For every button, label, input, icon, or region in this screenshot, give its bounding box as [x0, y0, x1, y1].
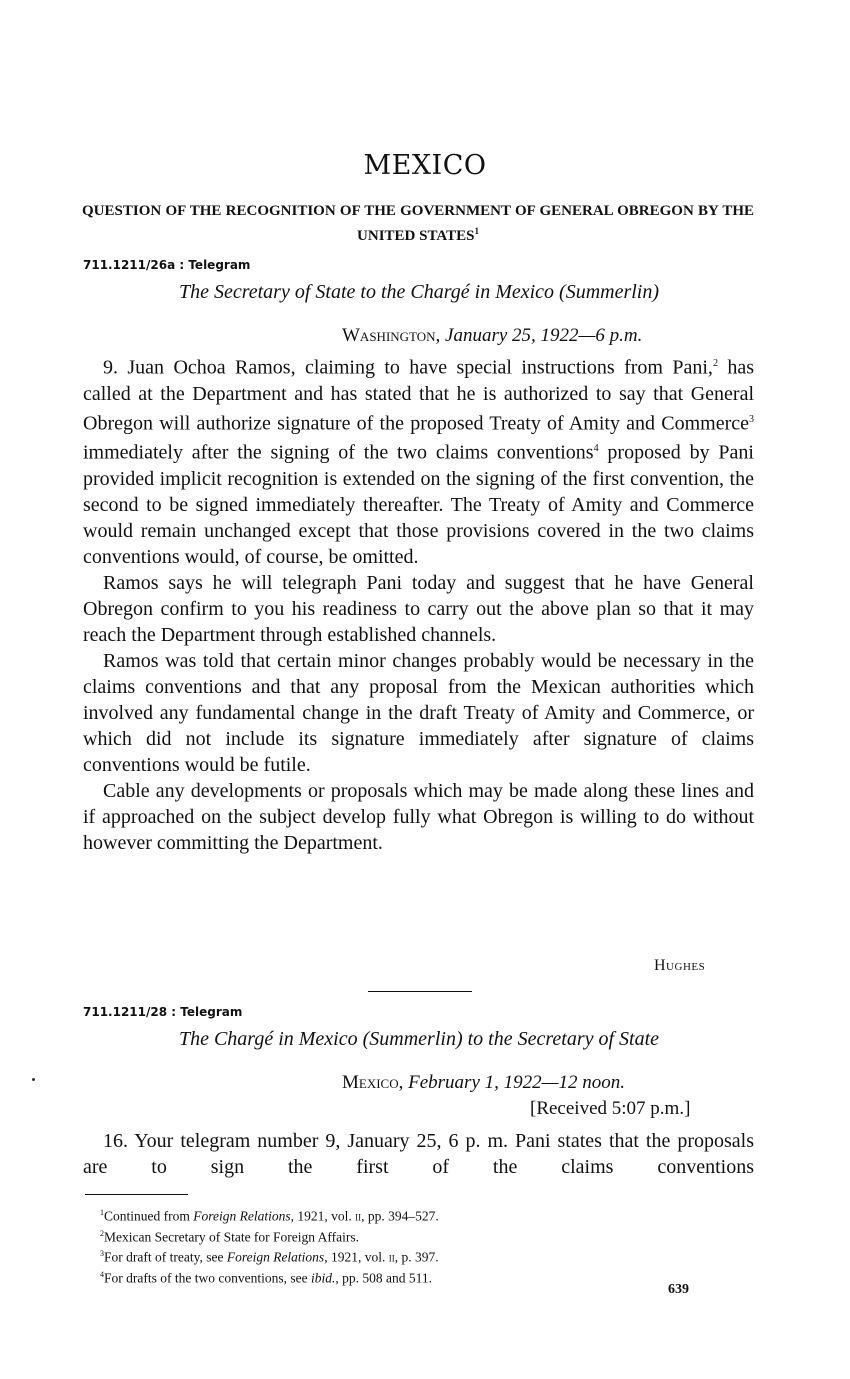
- footnote-text: , pp. 394–527.: [361, 1208, 439, 1224]
- title-text: The Secretary of State to the Chargé in Mexico (: [178, 281, 566, 303]
- title-text-end: ): [652, 281, 660, 303]
- paragraph: Cable any developments or proposals which may be made along these lines and if approached on the subject develop fully what Obregon is willing to do without however committing the Department.: [83, 779, 754, 854]
- footnote-text: , 1921, vol.: [290, 1208, 356, 1224]
- footnotes: [100, 1204, 720, 1286]
- footnote-number: 3: [100, 1249, 104, 1258]
- footnote-number: 1: [100, 1208, 104, 1217]
- dateline-place: Mexico,: [342, 1072, 404, 1093]
- telegram-body: [83, 351, 754, 856]
- file-number: 711.1211/26a : Telegram: [83, 258, 251, 272]
- received-time: [Received 5:07 p.m.]: [530, 1098, 691, 1119]
- paragraph-text: has called at the Department and has stated that he is authorized to say that General Obregon will authorize signature of the proposed Treaty of Amity and Commerce: [83, 356, 754, 435]
- footnote: [100, 1204, 720, 1225]
- file-number: 711.1211/28 : Telegram: [83, 1005, 243, 1019]
- dateline: [342, 1072, 625, 1094]
- footnote-text: For draft of treaty, see: [104, 1249, 227, 1265]
- footnote-text: , p. 397.: [394, 1249, 439, 1265]
- footnote-ref: 3: [749, 413, 754, 425]
- subheading-text: QUESTION OF THE RECOGNITION OF THE GOVERNMENT OF GENERAL OBREGON BY THE UNITED STATES: [82, 203, 754, 244]
- section-divider: [368, 991, 472, 992]
- dateline-place: Washington,: [342, 325, 441, 346]
- document-title: [83, 281, 755, 304]
- title-text: The Chargé in Mexico (: [178, 1028, 370, 1050]
- page-number: 639: [668, 1282, 689, 1297]
- paragraph: 16. Your telegram number 9, January 25, 6 p. m. Pani states that the proposals are to sign the first of the claims conventions: [83, 1130, 754, 1178]
- footnote-text: For drafts of the two conventions, see: [104, 1270, 311, 1285]
- footnote: [100, 1266, 720, 1287]
- signature: Hughes: [654, 957, 706, 974]
- footnote-text: Continued from: [104, 1208, 194, 1224]
- title-name: Summerlin: [369, 1028, 456, 1050]
- footnote-roman: ii: [355, 1208, 362, 1224]
- footnote-italic: ibid.: [310, 1270, 336, 1285]
- footnote-text: , 1921, vol.: [324, 1249, 389, 1265]
- paragraph: Ramos says he will telegraph Pani today and suggest that he have General Obregon confirm to you his readiness to carry out the above plan so that it may reach the Department through established channels.: [83, 571, 754, 646]
- paragraph-text: immediately after the signing of the two claims conventions: [83, 441, 594, 464]
- margin-mark: [32, 1078, 35, 1081]
- footnote-divider: [85, 1194, 188, 1195]
- paragraph-text: proposed by Pani provided implicit recognition is extended on the signing of the first convention, the second to be signed immediately thereafter. The Treaty of Amity and Commerce would remain unchanged except that those provisions covered in the two claims conventions would, of course, be omitted.: [83, 441, 754, 568]
- telegram-body: [83, 1128, 754, 1180]
- footnote-ref: 2: [712, 358, 718, 369]
- paragraph: Ramos was told that certain minor changes probably would be necessary in the claims conventions and that any proposal from the Mexican authorities which involved any fundamental change in the draft Treaty of Amity and Commerce, or which did not include its signature immediately after signature of claims conventions would be futile.: [83, 649, 754, 776]
- title-name: Summerlin: [565, 281, 653, 303]
- footnote: [100, 1245, 720, 1266]
- footnote-number: 2: [100, 1228, 104, 1238]
- title-text-end: ) to the Secretary of State: [455, 1028, 660, 1050]
- footnote: [100, 1225, 720, 1246]
- section-subheading: [82, 201, 754, 246]
- footnote-italic: Foreign Relations: [226, 1249, 325, 1265]
- document-title: [83, 1028, 755, 1051]
- dateline: [342, 325, 642, 347]
- footnote-text: , pp. 508 and 511.: [335, 1270, 432, 1285]
- footnote-ref: 1: [474, 226, 479, 236]
- dateline-date: February 1, 1922—12 noon.: [408, 1072, 626, 1093]
- footnote-roman: ii: [388, 1249, 395, 1265]
- paragraph: [83, 351, 754, 570]
- footnote-ref: 4: [593, 443, 599, 455]
- footnote-text: Mexican Secretary of State for Foreign Affairs.: [104, 1229, 360, 1244]
- dateline-date: January 25, 1922—6 p.m.: [445, 325, 643, 346]
- footnote-italic: Foreign Relations: [193, 1208, 291, 1224]
- page-heading: MEXICO: [363, 150, 487, 181]
- footnote-number: 4: [100, 1269, 104, 1279]
- paragraph-text: 9. Juan Ochoa Ramos, claiming to have special instructions from Pani,: [103, 356, 713, 379]
